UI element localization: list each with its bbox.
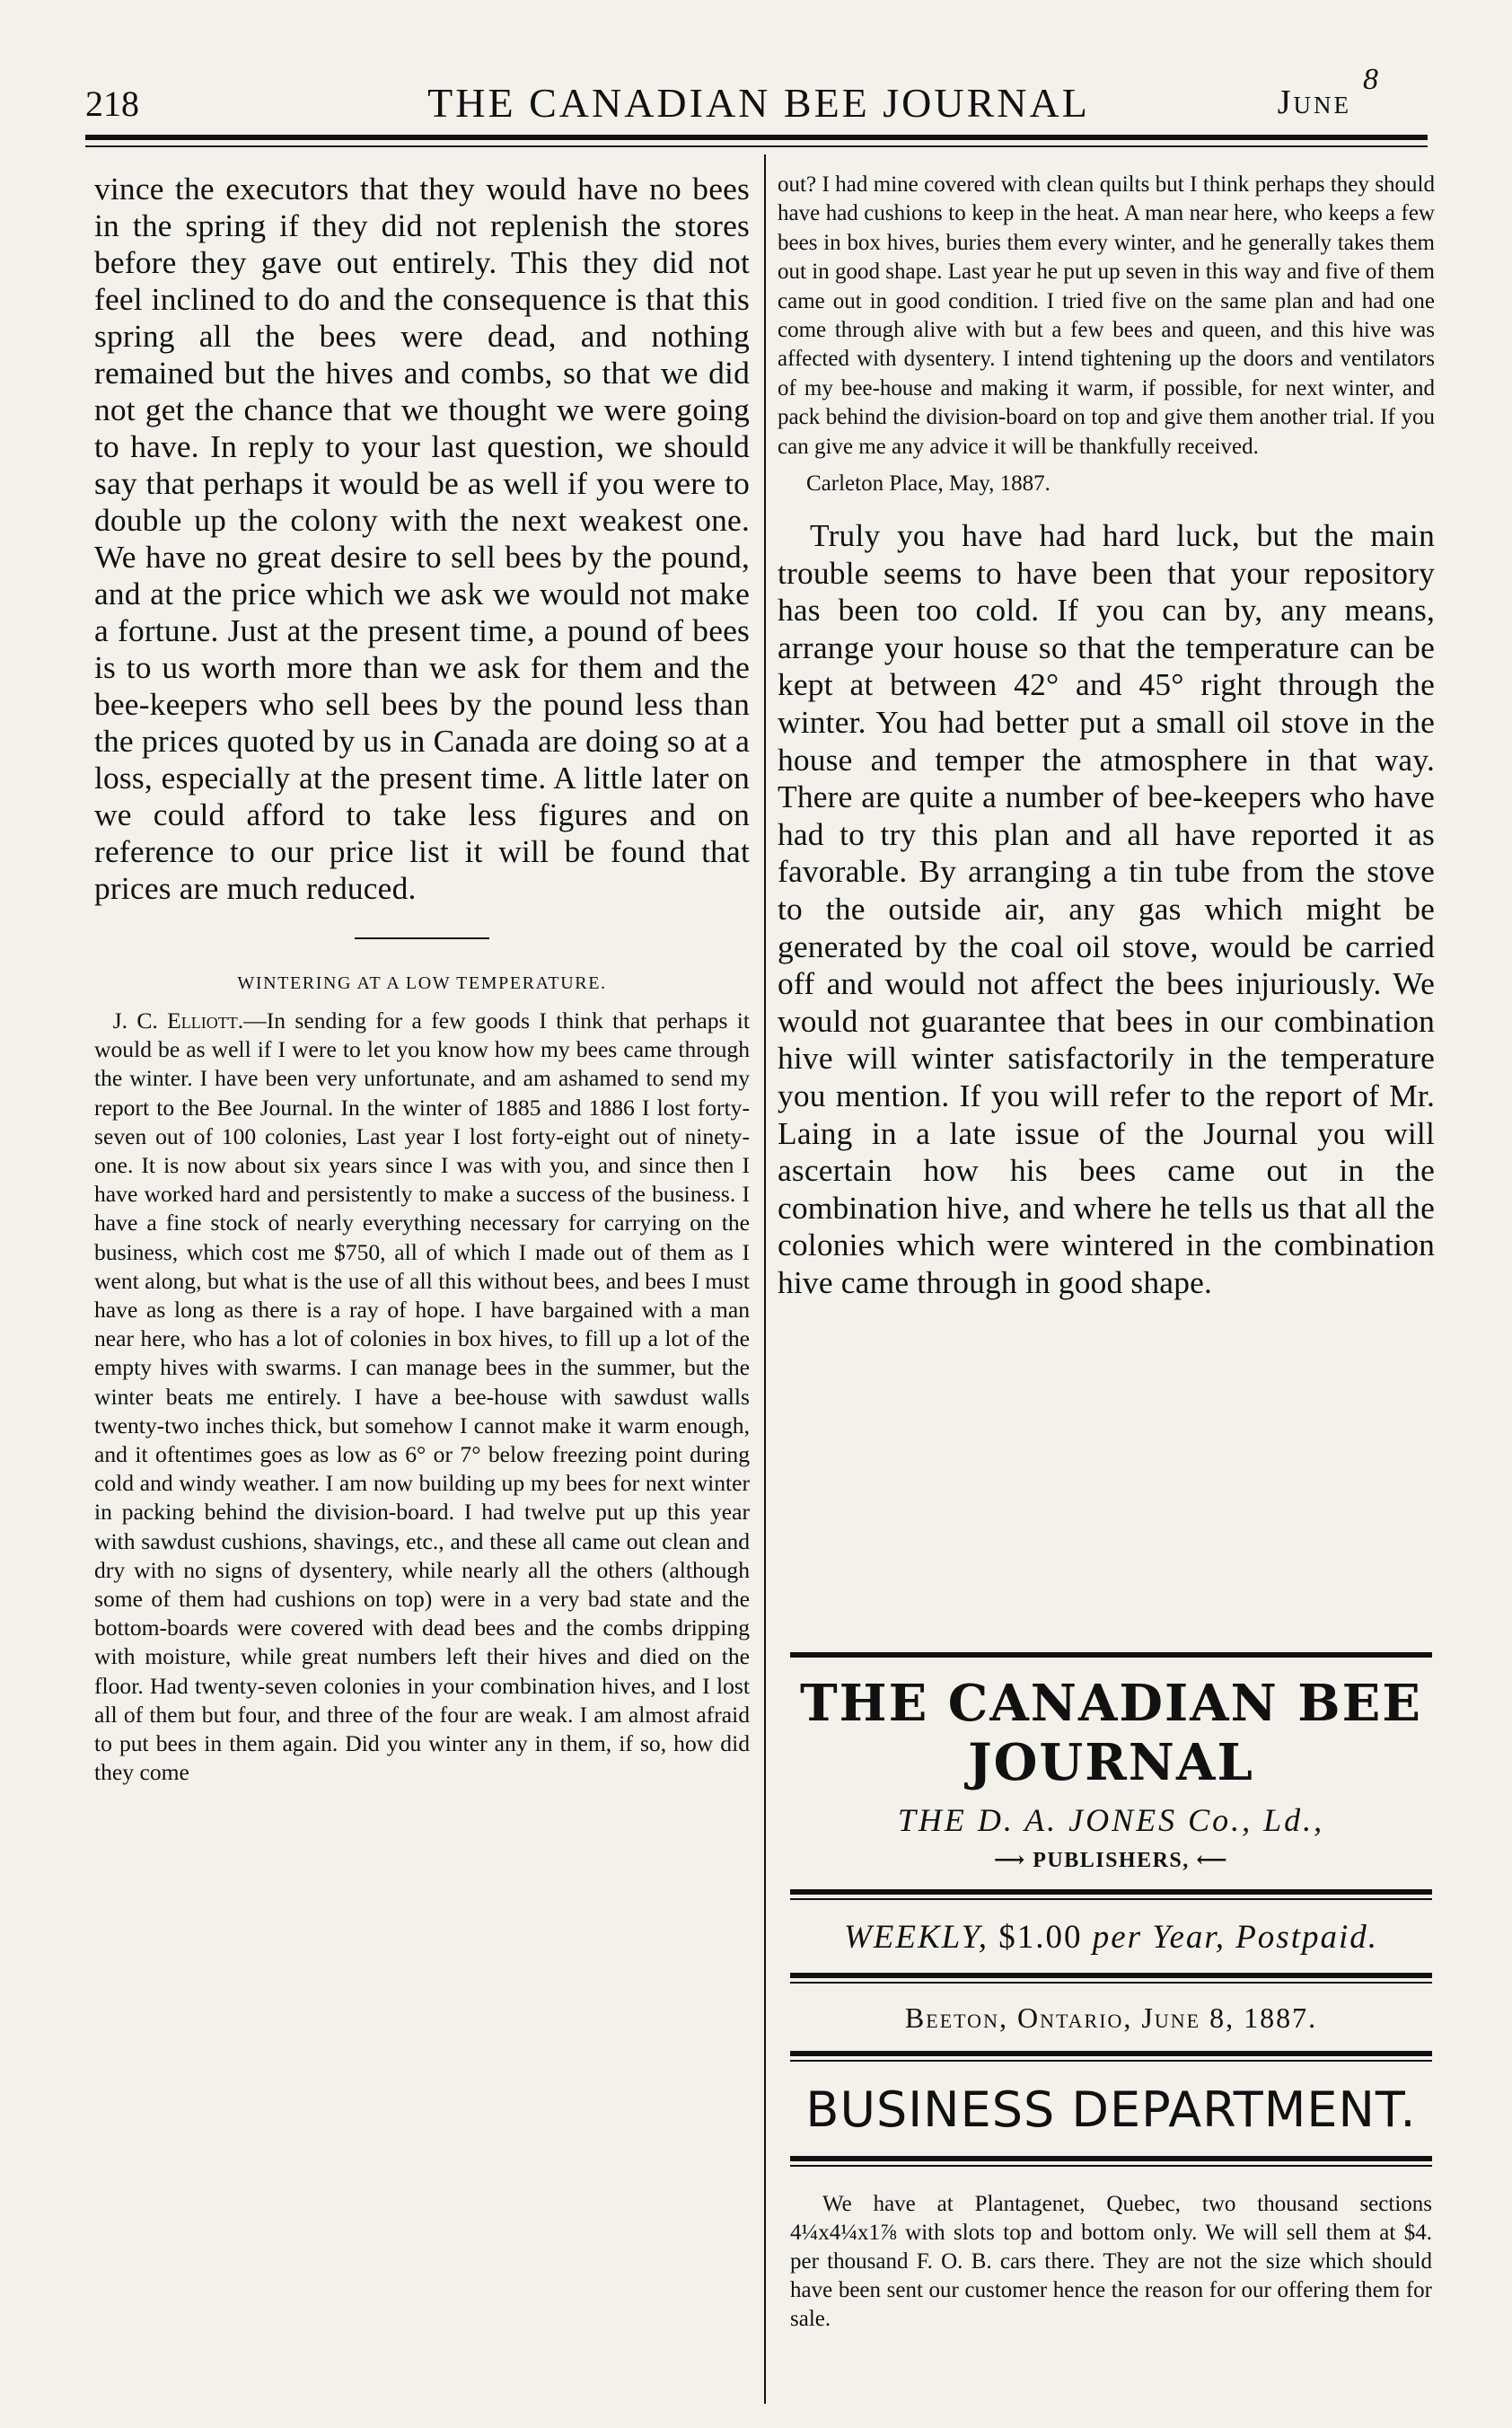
masthead-rule [790, 2051, 1432, 2056]
header-rule-thin [85, 145, 1428, 147]
masthead-rule [790, 1973, 1432, 1978]
header-rule-thick [85, 135, 1428, 140]
masthead-rule [790, 2165, 1432, 2167]
column-separator [764, 154, 766, 2404]
masthead-publishers-label: ⟶ PUBLISHERS, ⟵ [993, 1849, 1229, 1872]
issue-day: 8 [1363, 63, 1378, 96]
masthead-rule [790, 1982, 1432, 1984]
masthead-rule [790, 1898, 1432, 1900]
article-heading: WINTERING AT A LOW TEMPERATURE. [237, 973, 607, 993]
right-column [778, 171, 1435, 1302]
letter-author: J. C. Elliott. [112, 1007, 244, 1034]
masthead-rule [790, 2156, 1432, 2161]
letter-paragraph [94, 1007, 750, 1787]
section-divider [355, 937, 489, 939]
masthead-rule [790, 2060, 1432, 2062]
page-header [85, 63, 1432, 131]
subscription-price: $1.00 [998, 1919, 1083, 1956]
letter-body: —In sending for a few goods I think that perhaps it would be as well if I were to let you know how my bees came through the winter. I have been very unfortunate, and am ashamed to send my report to the Bee Journal. In the winter of 1885 and 1886 I lost forty-seven out of 100 colonies, Last year I lost forty-eight out of ninety-one. It is now about six years since I was with you, and since then I have worked hard and persistently to make a success of the business. I have a fine stock of nearly everything necessary for carrying on the business, which cost me $750, all of which I made out of them as I went along, but what is the use of all this without bees, and bees I must have as long as there is a ray of hope. I have bargained with a man near here, who has a lot of colonies in box hives, to fill up a lot of the empty hives with swarms. I can manage bees in the summer, but the winter beats me entirely. I have a bee-house with sawdust walls twenty-two inches thick, but somehow I cannot make it warm enough, and it oftentimes goes as low as 6° or 7° below freezing point during cold and windy weather. I am now building up my bees for next winter in packing behind the division-board. I had twelve put up this year with sawdust cushions, shavings, etc., and these all came out clean and dry with no signs of dysentery, while nearly all the others (although some of them had cushions on top) were in a very bad state and the bottom-boards were covered with dead bees and the combs dripping with moisture, while great numbers left their hives and died on the floor. Had twenty-seven colonies in your combination hives, and I lost all of them but four, and three of the four are weak. I am almost afraid to put bees in them again. Did you winter any in them, if so, how did they come [94, 1007, 751, 1786]
masthead-rule [790, 1652, 1432, 1658]
masthead-title: THE CANADIAN BEE JOURNAL [799, 1674, 1422, 1792]
business-notice: We have at Plantagenet, Quebec, two thousand sections 4¼x4¼x1⅞ with slots top and bottom only. We will sell them at $4. per thousand F. O. B. cars there. They are not the size which should have been sent our customer hence the reason for our offering them for sale. [790, 2192, 1432, 2331]
business-heading: BUSINESS DEPARTMENT. [805, 2081, 1417, 2138]
masthead-rule [790, 1889, 1432, 1895]
issue-month: June [1277, 84, 1351, 121]
editor-reply: Truly you have had hard luck, but the main trouble seems to have been that your repository has been too cold. If you can by, any means, arrange your house so that the temperature can be kept at between 42° and 45° right through the winter. You had better put a small oil stove in the house and temper the atmosphere in that way. There are quite a number of bee-keepers who have had to try this plan and all have reported it as favorable. By arranging a tin tube from the stove to the outside air, any gas which might be generated by the coal oil stove, would be carried off and would not affect the bees injuriously. We would not guarantee that bees in our combination hive will winter satisfactorily in the temperature you mention. If you will refer to the report of Mr. Laing in a late issue of the Journal you will ascertain how his bees came out in the combination hive, and where he tells us that all the colonies which were wintered in the combination hive came through in good shape. [778, 517, 1435, 1300]
subscription-line: WEEKLY, $1.00 per Year, Postpaid. [843, 1919, 1379, 1956]
page-number: 218 [85, 84, 139, 124]
letter-signature: Carleton Place, May, 1887. [806, 471, 1050, 497]
letter-continuation: out? I had mine covered with clean quilts but I think perhaps they should have had cushions to keep in the heat. A man near here, who keeps a few bees in box hives, buries them every winter, and he generally takes them out in good shape. Last year he put up seven in this way and five of them came out in good condition. I tried five on the same plan and had one come through alive with but a few bees and queen, and this hive was affected with dysentery. I intend tightening up the doors and ventilators of my bee-house and making it warm, if possible, for next winter, and pack behind the division-board on top and give them another trial. If you can give me any advice it will be thankfully received. [778, 172, 1435, 459]
editorial-continuation: vince the executors that they would have no bees in the spring if they did not replenish the stores before they gave out entirely. This they did not feel inclined to do and the consequence is that this spring all the bees were dead, and nothing remained but the hives and combs, so that we did not get the chance that we thought we were going to have. In reply to your last question, we should say that perhaps it would be as well if you were to double up the colony with the next weakest one. We have no great desire to sell bees by the pound, and at the price which we ask we would not make a fortune. Just at the present time, a pound of bees is to us worth more than we ask for them and the bee-keepers who sell bees by the pound less than the prices quoted by us in Canada are doing so at a loss, especially at the present time. A little later on we could afford to take less figures and on reference to our price list it will be found that prices are much reduced. [94, 171, 750, 906]
left-column [94, 171, 750, 1787]
masthead-publisher: THE D. A. JONES Co., Ld., [897, 1802, 1325, 1838]
dateline: Beeton, Ontario, June 8, 1887. [904, 2001, 1318, 2034]
masthead-box [790, 1652, 1432, 2334]
running-title: THE CANADIAN BEE JOURNAL [427, 80, 1090, 126]
